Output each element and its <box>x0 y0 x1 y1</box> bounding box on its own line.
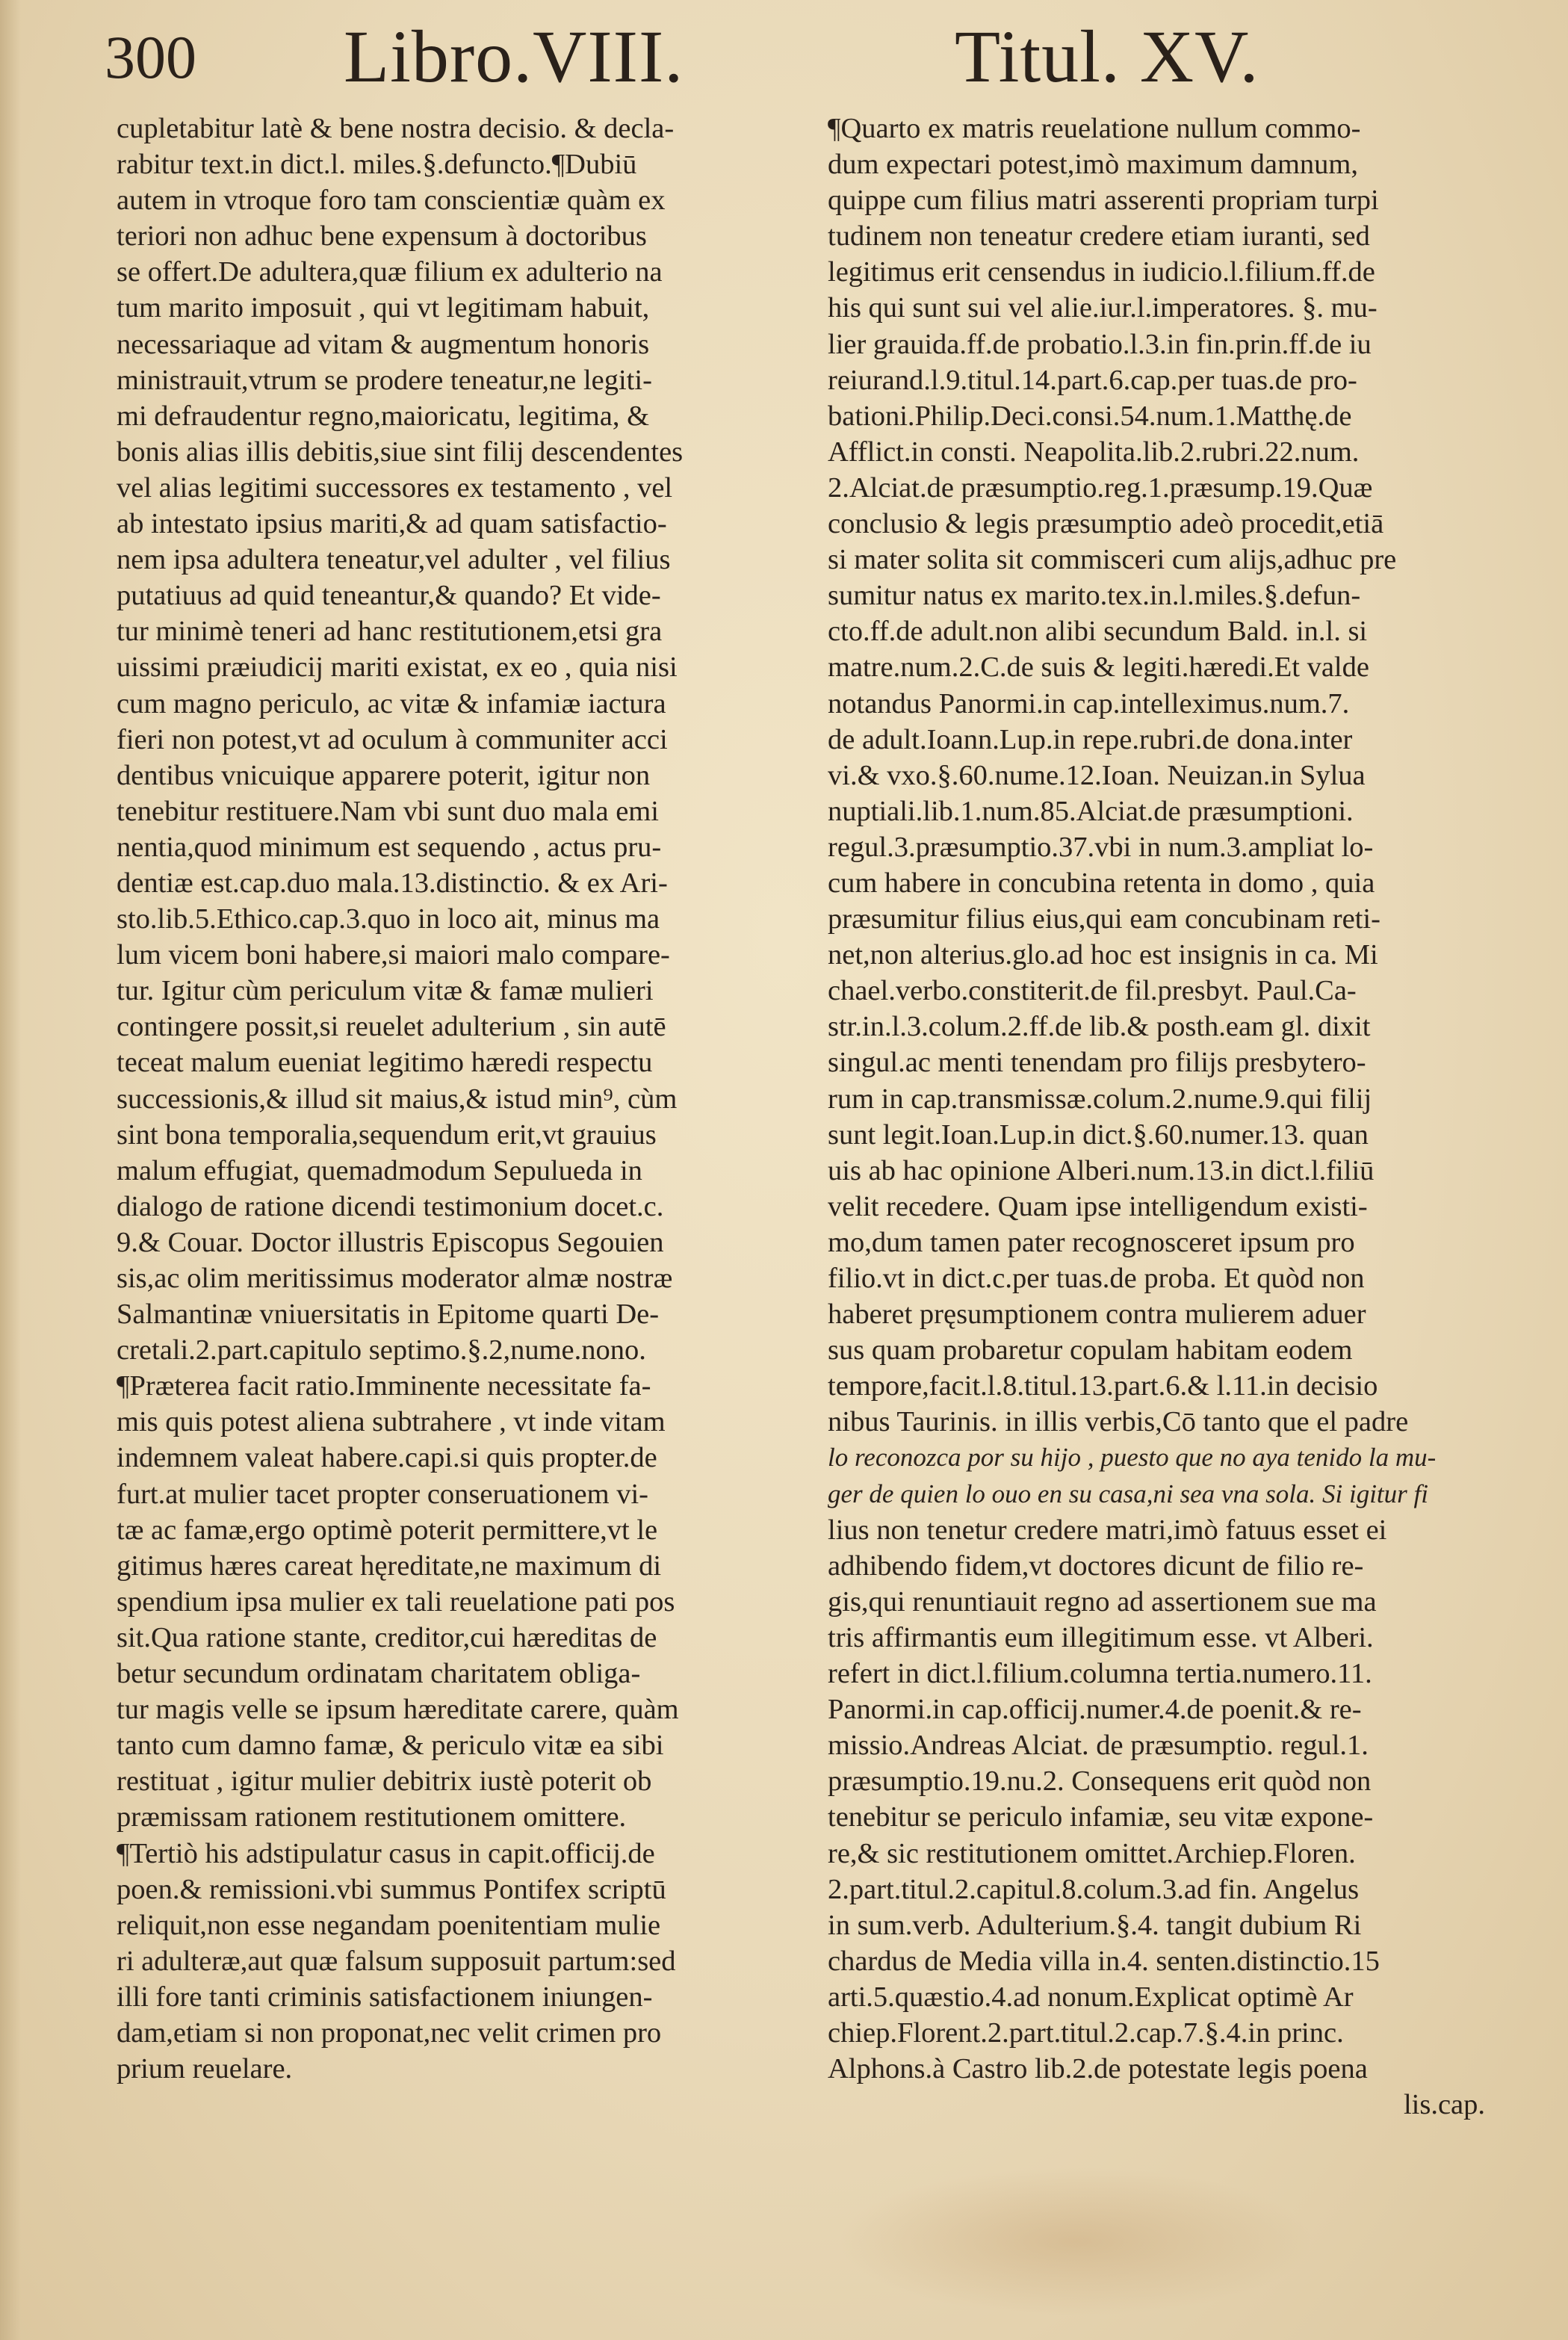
text-line: ¶Quarto ex matris reuelatione nullum commo- <box>828 113 1361 144</box>
text-line: tempore,facit.l.8.titul.13.part.6.& l.11.in decisio <box>828 1370 1378 1402</box>
text-line: cupletabitur latè & bene nostra decisio. & decla- <box>117 113 675 144</box>
text-line: Panormi.in cap.officij.numer.4.de poenit.& re- <box>828 1694 1362 1726</box>
text-line: ministrauit,vtrum se prodere teneatur,ne legiti- <box>117 364 652 396</box>
text-line: rabitur text.in dict.l. miles.§.defuncto.¶Dubiū <box>117 149 637 181</box>
text-line: 2.Alciat.de præsumptio.reg.1.præsump.19.Quæ <box>828 471 1373 504</box>
text-line: lius non tenetur credere matri,imò fatuus esset ei <box>828 1514 1387 1546</box>
text-line: bationi.Philip.Deci.consi.54.num.1.Matthę.de <box>828 400 1352 432</box>
text-line: sint bona temporalia,sequendum erit,vt grauius <box>117 1118 657 1151</box>
text-line: tur magis velle se ipsum hæreditate carere, quàm <box>117 1694 679 1726</box>
text-line: poen.& remissioni.vbi summus Pontifex scriptū <box>117 1873 666 1905</box>
text-line: net,non alterius.glo.ad hoc est insignis in ca. Mi <box>828 939 1378 971</box>
running-head-title: Titul. XV. <box>955 15 1259 98</box>
text-line: sto.lib.5.Ethico.cap.3.quo in loco ait, minus ma <box>117 903 660 935</box>
text-line: præsumptio.19.nu.2. Consequens erit quòd non <box>828 1765 1372 1798</box>
text-line: furt.at mulier tacet propter conseruationem vi- <box>117 1478 648 1510</box>
text-line: uissimi præiudicij mariti existat, ex eo , quia nisi <box>117 651 678 684</box>
text-line: singul.ac menti tenendam pro filijs presbytero- <box>828 1047 1366 1079</box>
text-line: gis,qui renuntiauit regno ad assertionem sue ma <box>828 1585 1377 1618</box>
text-line: chiep.Florent.2.part.titul.2.cap.7.§.4.in princ. <box>828 2016 1344 2049</box>
text-line: rum in cap.transmissæ.colum.2.nume.9.qui filij <box>828 1083 1372 1115</box>
text-line: dentibus vnicuique apparere poterit, igitur non <box>117 759 651 791</box>
text-line: nem ipsa adultera teneatur,vel adulter , vel filius <box>117 544 671 576</box>
text-line: de adult.Ioann.Lup.in repe.rubri.de dona.inter <box>828 723 1353 755</box>
text-line: nuptiali.lib.1.num.85.Alciat.de præsumptioni. <box>828 795 1354 827</box>
text-line: tanto cum damno famæ, & periculo vitæ ea sibi <box>117 1730 664 1762</box>
text-line: successionis,& illud sit maius,& istud min⁹, cùm <box>117 1083 678 1115</box>
page-number: 300 <box>105 23 196 91</box>
text-line: chardus de Media villa in.4. senten.distinctio.15 <box>828 1945 1380 1977</box>
text-line: cretali.2.part.capitulo septimo.§.2,nume.nono. <box>117 1334 646 1366</box>
text-line: betur secundum ordinatam charitatem obliga- <box>117 1658 641 1690</box>
text-line: conclusio & legis præsumptio adeò procedit,etiā <box>828 508 1384 540</box>
text-line: filio.vt in dict.c.per tuas.de proba. Et quòd non <box>828 1263 1365 1294</box>
text-line: mis quis potest aliena subtrahere , vt inde vitam <box>117 1406 666 1438</box>
text-line: lis.cap. <box>1403 2089 1485 2121</box>
text-line: ¶Tertiò his adstipulatur casus in capit.officij.de <box>117 1837 655 1869</box>
text-line: teceat malum eueniat legitimo hæredi respectu <box>117 1047 653 1079</box>
text-line: notandus Panormi.in cap.intelleximus.num.7. <box>828 687 1350 719</box>
running-head-book: Libro.VIII. <box>344 15 684 98</box>
text-line: tæ ac famæ,ergo optimè poterit permittere,vt le <box>117 1514 658 1546</box>
right-text-column <box>828 111 1485 2123</box>
text-line: matre.num.2.C.de suis & legiti.hæredi.Et valde <box>828 651 1369 684</box>
text-line: legitimus erit censendus in iudicio.l.filium.ff.de <box>828 256 1375 288</box>
text-line: malum effugiat, quemadmodum Sepulueda in <box>117 1154 642 1186</box>
text-line: Afflict.in consti. Neapolita.lib.2.rubri.22.num. <box>828 436 1360 468</box>
text-line: tur minimè teneri ad hanc restitutionem,etsi gra <box>117 616 663 648</box>
text-line: dialogo de ratione dicendi testimonium docet.c. <box>117 1190 664 1222</box>
text-line: ab intestato ipsius mariti,& ad quam satisfactio- <box>117 508 667 540</box>
text-line: str.in.l.3.colum.2.ff.de lib.& posth.eam gl. dixit <box>828 1011 1371 1043</box>
text-line: ¶Præterea facit ratio.Imminente necessitate fa- <box>117 1370 651 1402</box>
text-line: chael.verbo.constiterit.de fil.presbyt. Paul.Ca- <box>828 975 1357 1007</box>
text-line: se offert.De adultera,quæ filium ex adulterio na <box>117 256 663 288</box>
text-line: tur. Igitur cùm periculum vitæ & famæ mulieri <box>117 975 654 1007</box>
text-line: contingere possit,si reuelet adulterium , sin autē <box>117 1011 666 1043</box>
text-line: ri adulteræ,aut quæ falsum supposuit partum:sed <box>117 1945 676 1977</box>
text-line: sis,ac olim meritissimus moderator almæ nostræ <box>117 1263 673 1294</box>
text-line: uis ab hac opinione Alberi.num.13.in dict.l.filiū <box>828 1154 1375 1186</box>
text-line: reliquit,non esse negandam poenitentiam mulie <box>117 1909 661 1941</box>
text-line: autem in vtroque foro tam conscientiæ quàm ex <box>117 185 666 217</box>
text-line: regul.3.præsumptio.37.vbi in num.3.ampliat lo- <box>828 831 1374 863</box>
text-line: præsumitur filius eius,qui eam concubinam reti- <box>828 903 1380 935</box>
text-line: teriori non adhuc bene expensum à doctoribus <box>117 220 647 253</box>
text-line: reiurand.l.9.titul.14.part.6.cap.per tuas.de pro- <box>828 364 1357 396</box>
text-line: dum expectari potest,imò maximum damnum, <box>828 149 1358 181</box>
text-line: lum vicem boni habere,si maiori malo compare- <box>117 939 670 971</box>
text-line: Alphons.à Castro lib.2.de potestate legis poena <box>828 2053 1368 2085</box>
text-line: velit recedere. Quam ipse intelligendum existi- <box>828 1190 1368 1222</box>
text-line: sumitur natus ex marito.tex.in.l.miles.§.defun- <box>828 580 1361 612</box>
left-text-column <box>117 111 774 2087</box>
text-line: haberet pręsumptionem contra mulierem aduer <box>828 1299 1366 1331</box>
text-line: si mater solita sit commisceri cum alijs,adhuc pre <box>828 544 1397 576</box>
text-line: sus quam probaretur copulam habitam eodem <box>828 1334 1353 1366</box>
text-line: 2.part.titul.2.capitul.8.colum.3.ad fin. Angelus <box>828 1873 1360 1905</box>
text-line: cto.ff.de adult.non alibi secundum Bald. in.l. si <box>828 616 1368 648</box>
text-line: fieri non potest,vt ad oculum à communiter acci <box>117 723 668 755</box>
text-line: ger de quien lo ouo en su casa,ni sea vna sola. Si igitur fi <box>828 1479 1428 1508</box>
text-line: arti.5.quæstio.4.ad nonum.Explicat optimè Ar <box>828 1981 1354 2013</box>
text-line: sunt legit.Ioan.Lup.in dict.§.60.numer.13. quan <box>828 1118 1369 1151</box>
text-line: sit.Qua ratione stante, creditor,cui hæreditas de <box>117 1621 657 1653</box>
text-line: Salmantinæ vniuersitatis in Epitome quarti De- <box>117 1299 660 1331</box>
text-line: tudinem non teneatur credere etiam iuranti, sed <box>828 220 1370 253</box>
text-line: mo,dum tamen pater recognosceret ipsum pro <box>828 1226 1355 1258</box>
text-line: re,& sic restitutionem omittet.Archiep.Floren. <box>828 1837 1356 1869</box>
text-line: tenebitur se periculo infamiæ, seu vitæ expone- <box>828 1801 1374 1833</box>
text-line: in sum.verb. Adulterium.§.4. tangit dubium Ri <box>828 1909 1362 1941</box>
text-line: dam,etiam si non proponat,nec velit crimen pro <box>117 2016 662 2049</box>
text-line: cum habere in concubina retenta in domo , quia <box>828 867 1375 899</box>
text-line: bonis alias illis debitis,siue sint filij descendentes <box>117 436 684 468</box>
text-line: tum marito imposuit , qui vt legitimam habuit, <box>117 292 650 324</box>
text-line: refert in dict.l.filium.columna tertia.numero.11. <box>828 1658 1372 1690</box>
text-line: spendium ipsa mulier ex tali reuelatione pati pos <box>117 1585 675 1618</box>
text-line: tenebitur restituere.Nam vbi sunt duo mala emi <box>117 795 659 827</box>
text-line: restituat , igitur mulier debitrix iustè poterit ob <box>117 1765 652 1798</box>
text-line: necessariaque ad vitam & augmentum honoris <box>117 328 650 360</box>
text-line: nentia,quod minimum est sequendo , actus pru- <box>117 831 662 863</box>
text-line: tris affirmantis eum illegitimum esse. vt Alberi. <box>828 1621 1374 1653</box>
text-line: gitimus hæres careat hęreditate,ne maximum di <box>117 1550 662 1582</box>
text-line: præmissam rationem restitutionem omittere. <box>117 1801 627 1833</box>
paper-stain <box>837 2167 1315 2316</box>
text-line: mi defraudentur regno,maioricatu, legitima, & <box>117 400 650 432</box>
text-line: cum magno periculo, ac vitæ & infamiæ iactura <box>117 687 666 719</box>
text-line: adhibendo fidem,vt doctores dicunt de filio re- <box>828 1550 1364 1582</box>
text-line: prium reuelare. <box>117 2053 293 2085</box>
text-line: vi.& vxo.§.60.nume.12.Ioan. Neuizan.in Sylua <box>828 759 1366 791</box>
text-line: nibus Taurinis. in illis verbis,Cō tanto que el padre <box>828 1406 1409 1438</box>
text-line: lier grauida.ff.de probatio.l.3.in fin.prin.ff.de iu <box>828 328 1372 360</box>
text-line: indemnem valeat habere.capi.si quis propter.de <box>117 1442 657 1474</box>
text-line: his qui sunt sui vel alie.iur.l.imperatores. §. mu- <box>828 292 1378 324</box>
text-line: 9.& Couar. Doctor illustris Episcopus Segouien <box>117 1226 664 1258</box>
text-line: lo reconozca por su hijo , puesto que no aya tenido la mu- <box>828 1443 1437 1473</box>
text-line: putatiuus ad quid teneantur,& quando? Et vide- <box>117 580 661 612</box>
text-line: dentiæ est.cap.duo mala.13.distinctio. & ex Ari- <box>117 867 668 899</box>
page-header <box>0 7 1568 97</box>
text-line: missio.Andreas Alciat. de præsumptio. regul.1. <box>828 1730 1369 1762</box>
text-line: illi fore tanti criminis satisfactionem iniungen- <box>117 1981 653 2013</box>
text-line: quippe cum filius matri asserenti propriam turpi <box>828 185 1379 217</box>
text-line: vel alias legitimi successores ex testamento , vel <box>117 471 673 504</box>
page-edge-shadow <box>0 0 21 2340</box>
